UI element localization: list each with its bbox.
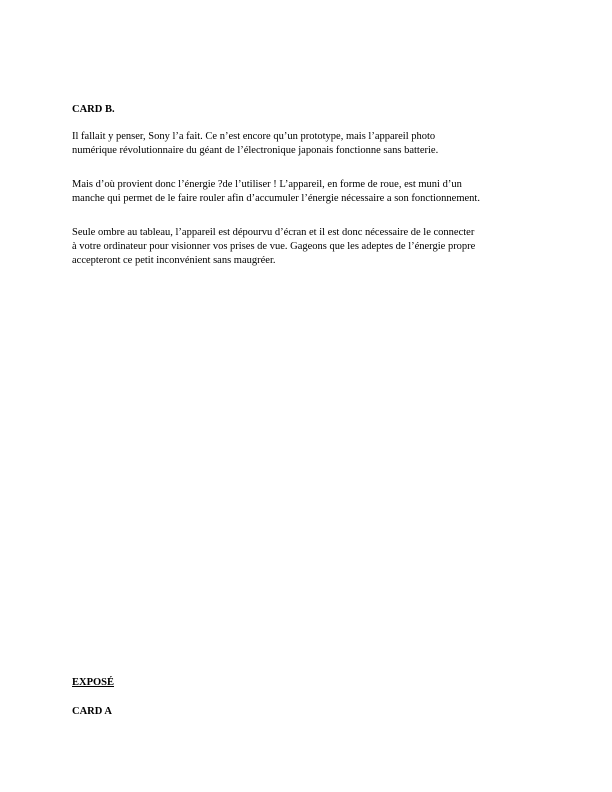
- expose-title: EXPOSÉ: [72, 677, 115, 688]
- paragraph-line: Mais d’où provient donc l’énergie ?de l’utiliser ! L’appareil, en forme de roue, est muni d’un: [72, 179, 462, 190]
- paragraph-line: à votre ordinateur pour visionner vos prises de vue. Gageons que les adeptes de l’énergie propre: [72, 241, 476, 252]
- card-b-paragraph-1: [72, 130, 552, 158]
- paragraph-line: manche qui permet de le faire rouler afin d’accumuler l’énergie nécessaire a son fonctionnement.: [72, 193, 480, 204]
- paragraph-line: accepteront ce petit inconvénient sans maugréer.: [72, 255, 276, 266]
- paragraph-line: numérique révolutionnaire du géant de l’électronique japonais fonctionne sans batterie.: [72, 145, 439, 156]
- card-b-paragraph-3: [72, 226, 552, 268]
- card-a-title: CARD A: [72, 706, 112, 717]
- card-b-paragraph-2: [72, 178, 552, 206]
- card-b-title: CARD B.: [72, 104, 115, 115]
- paragraph-line: Seule ombre au tableau, l’appareil est dépourvu d’écran et il est donc nécessaire de le connecter: [72, 227, 475, 238]
- paragraph-line: Il fallait y penser, Sony l’a fait. Ce n’est encore qu’un prototype, mais l’appareil photo: [72, 131, 436, 142]
